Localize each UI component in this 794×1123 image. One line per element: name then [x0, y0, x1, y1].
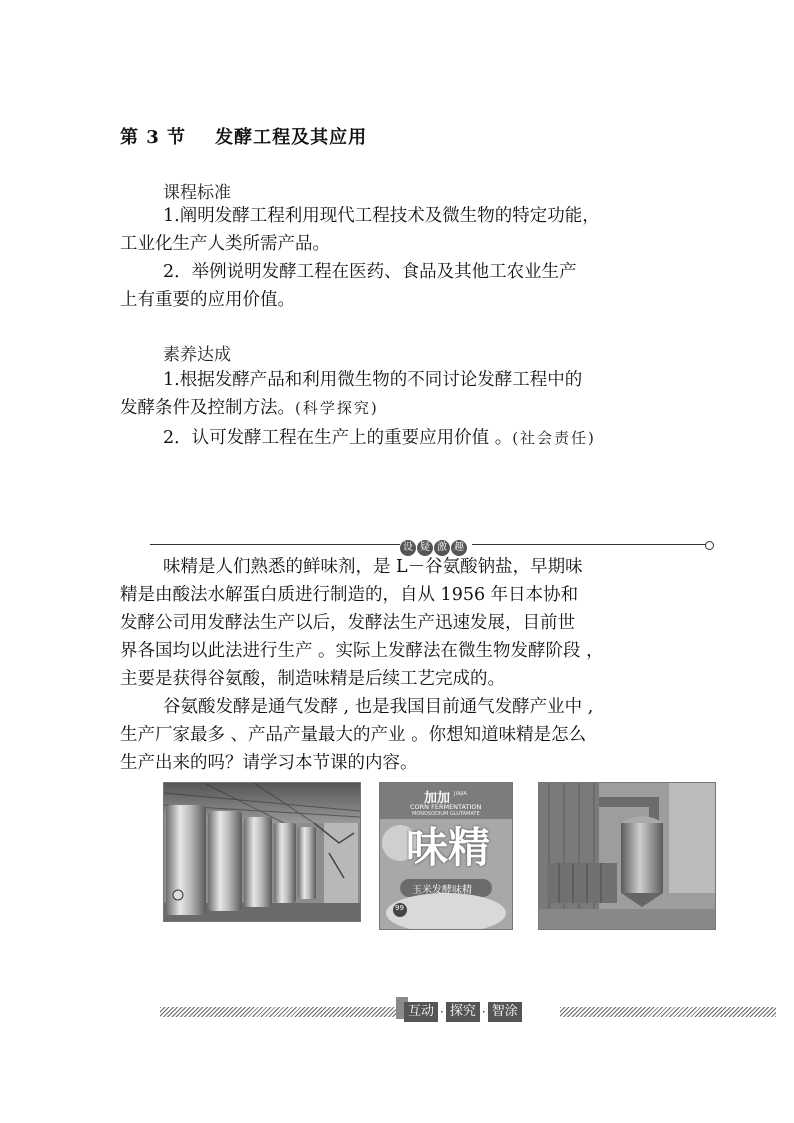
intro-line-5: 主要是获得谷氨酸，制造味精是后续工艺完成的。 — [120, 669, 505, 689]
msg-package-photo — [379, 782, 513, 930]
literacy-line-2-text: 发酵条件及控制方法。 — [120, 398, 295, 418]
msg-line-en-1: CORN FERMENTATION — [410, 803, 482, 811]
msg-product-name: 味精 — [406, 823, 491, 872]
literacy-line-2 — [120, 394, 379, 422]
msg-line-en-2: MONOSODIUM GLUTAMATE — [412, 811, 480, 817]
curriculum-line-3: 2．举例说明发酵工程在医药、食品及其他工农业生产 — [163, 262, 577, 282]
intro-line-1: 味精是人们熟悉的鲜味剂，是 L－谷氨酸钠盐，早期味 — [163, 557, 583, 577]
curriculum-heading: 课程标准 — [163, 183, 231, 203]
literacy-heading: 素养达成 — [163, 345, 231, 365]
footer-hatch-left — [160, 1007, 400, 1017]
msg-brand: 加加 — [424, 791, 451, 806]
intro-line-3: 发酵公司用发酵法生产以后，发酵法生产迅速发展，目前世 — [120, 613, 575, 633]
social-responsibility-tag: (社会责任) — [512, 429, 596, 447]
msg-purity-badge: 99 — [395, 904, 404, 912]
intro-badge-char: 激 — [434, 540, 450, 556]
footer-label-interact: 互动 — [404, 1002, 438, 1022]
section-title — [120, 123, 367, 149]
curriculum-line-2: 工业化生产人类所需产品。 — [120, 234, 330, 254]
msg-brand-en: JIAJIA — [454, 791, 467, 797]
intro-line-7: 生产厂家最多 、产品产量最大的产业 。你想知道味精是怎么 — [120, 725, 587, 745]
curriculum-line-1: 1.阐明发酵工程利用现代工程技术及微生物的特定功能， — [163, 206, 600, 226]
curriculum-line-4: 上有重要的应用价值。 — [120, 290, 295, 310]
section-number: 第 3 节 — [120, 127, 187, 148]
literacy-line-3 — [163, 424, 596, 452]
footer-label-explore: 探究 — [446, 1002, 480, 1022]
intro-badge — [400, 535, 472, 554]
intro-badge-char: 疑 — [417, 540, 433, 556]
fermentation-tanks-photo — [163, 782, 361, 922]
intro-badge-char: 趣 — [451, 540, 467, 556]
science-inquiry-tag: (科学探究) — [295, 399, 379, 417]
literacy-line-3-text: 2．认可发酵工程在生产上的重要应用价值 。 — [163, 428, 513, 448]
footer-labels — [404, 1001, 522, 1023]
section-name: 发酵工程及其应用 — [215, 127, 368, 148]
footer-dot-icon: · — [440, 1005, 444, 1019]
footer-hatch-right — [560, 1007, 776, 1017]
intro-line-8: 生产出来的吗？请学习本节课的内容。 — [120, 753, 418, 773]
msg-subtitle: 玉米发酵味精 — [412, 885, 472, 896]
literacy-line-1: 1.根据发酵产品和利用微生物的不同讨论发酵工程中的 — [163, 370, 583, 390]
intro-line-6: 谷氨酸发酵是通气发酵 , 也是我国目前通气发酵产业中 , — [163, 697, 594, 717]
divider-rule-left — [150, 544, 400, 545]
divider-endcap-icon — [705, 541, 714, 550]
footer-bar — [160, 1001, 776, 1025]
divider-rule-right — [472, 544, 710, 545]
intro-line-4: 界各国均以此法进行生产 。实际上发酵法在微生物发酵阶段 ， — [120, 641, 604, 661]
footer-dot-icon: · — [481, 1005, 486, 1019]
intro-line-2: 精是由酸法水解蛋白质进行制造的，自从 1956 年日本协和 — [120, 585, 579, 605]
footer-label-wisdom: 智涂 — [488, 1002, 522, 1022]
intro-badge-char: 设 — [400, 540, 416, 556]
industrial-equipment-photo — [538, 782, 716, 930]
